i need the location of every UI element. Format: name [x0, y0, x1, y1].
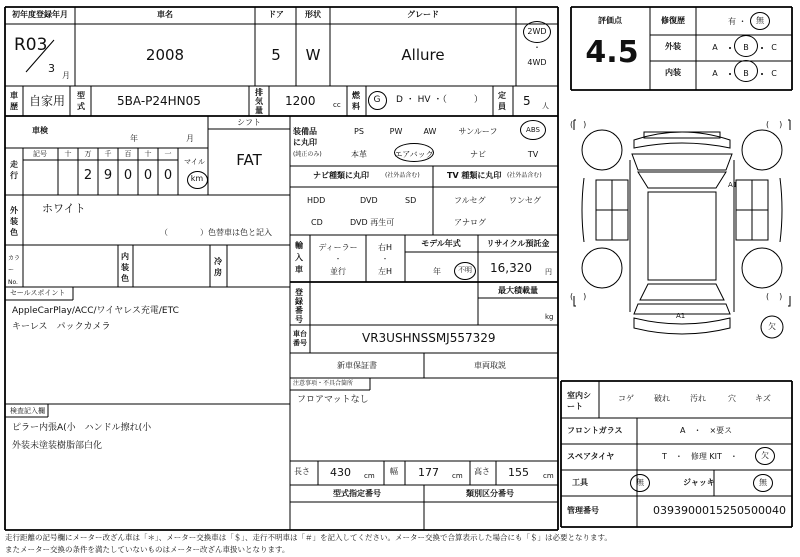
import-right-h: 右H — [377, 243, 393, 252]
reg-month: 3 — [48, 62, 55, 75]
mark-rt: ( ) — [766, 120, 784, 129]
interior-b: B — [743, 69, 749, 78]
interior-label: 内装 — [665, 68, 681, 77]
score-label: 評価点 — [598, 16, 622, 25]
inspector-label: 検査記入欄 — [10, 407, 45, 415]
import-label: 輸入車 — [295, 241, 303, 274]
sales-point-line2: キーレス パックカメラ — [12, 322, 111, 332]
digit-header-5: 一 — [164, 150, 172, 158]
chassis-label: 車台番号 — [293, 330, 307, 347]
damage-a1-side: A1 — [728, 181, 738, 189]
sales-point-label: セールスポイント — [10, 289, 66, 297]
mark-rb: ( ) — [766, 292, 784, 301]
mileage-digit-3: 0 — [143, 168, 153, 183]
height-value: 155 — [508, 466, 529, 479]
digit-header-1: 万 — [84, 150, 92, 158]
kigo-label: 記号 — [33, 150, 47, 158]
navi-sub: (社外品含む) — [385, 172, 420, 179]
seat-yogore: 汚れ — [690, 394, 706, 403]
mileage-digit-4: 0 — [163, 168, 173, 183]
equip-abs: ABS — [526, 126, 540, 134]
repair-options: 有 ・ — [728, 17, 747, 26]
cc-unit: cc — [333, 101, 341, 109]
grade-value: Allure — [401, 46, 445, 64]
equip-navi: ナビ — [470, 150, 486, 159]
reg-year: R03 — [14, 35, 48, 55]
navi-header: ナビ種類に丸印 — [313, 171, 369, 180]
seat-label: 室内シート — [567, 391, 591, 411]
length-cm: cm — [364, 472, 375, 480]
damage-a1-rear: A1 — [676, 312, 686, 320]
width-value: 177 — [418, 466, 439, 479]
inspector-line1: ピラー内張A(小 ハンドル擦れ(小 — [12, 423, 152, 433]
navi-sd: SD — [405, 196, 417, 205]
import-parallel: 並行 — [330, 267, 346, 276]
color-label: 外装色 — [10, 206, 18, 237]
fuel-options: D ・ HV ・（ ） — [396, 95, 483, 105]
first-reg-label: 初年度登録年月 — [12, 10, 68, 19]
mark-lb: ( ) — [570, 292, 588, 301]
warranty-label: 新車保証書 — [337, 361, 377, 370]
car-name-label: 車名 — [157, 10, 173, 19]
recycle-value: 16,320 — [490, 261, 532, 275]
equip-pw: PW — [389, 127, 403, 136]
import-left-h: 左H — [377, 267, 393, 276]
equip-airbag: エアバッグ — [394, 150, 434, 159]
repair-selected: 無 — [756, 16, 764, 25]
tools-selected: 無 — [636, 478, 644, 487]
height-cm: cm — [543, 472, 554, 480]
doors-label: ドア — [268, 10, 284, 19]
shift-label: シフト — [237, 118, 261, 127]
model-year-unknown: 不明 — [458, 266, 472, 274]
fuel-label: 燃料 — [352, 91, 360, 111]
max-load-label: 最大積載量 — [498, 286, 538, 295]
seat-ana: 穴 — [728, 394, 736, 403]
interior-color-label: 内装色 — [121, 252, 129, 283]
interior-a: A — [712, 69, 718, 78]
recycle-label: リサイクル預託金 — [486, 239, 550, 248]
tv-header: TV 種類に丸印 — [447, 171, 502, 180]
equip-leather: 本革 — [351, 150, 367, 159]
digit-header-0: 十 — [64, 150, 72, 158]
registration-label: 登録番号 — [295, 288, 303, 324]
digit-header-3: 百 — [124, 150, 132, 158]
tools-label: 工具 — [572, 478, 588, 487]
equip-sunroof: サンルーフ — [458, 127, 498, 136]
fuel-selected: G — [373, 95, 381, 105]
color-note: （ ）色替車は色と記入 — [160, 228, 272, 237]
spare-label: スペアタイヤ — [567, 452, 615, 461]
use-value: 自家用 — [29, 94, 66, 108]
model-label: 型式 — [77, 91, 85, 111]
grade-label: グレード — [407, 10, 439, 19]
mark-lt: ( ) — [570, 120, 588, 129]
import-dot2: ・ — [381, 255, 389, 263]
interior-c: C — [771, 69, 777, 78]
navi-dvd-play: DVD 再生可 — [350, 218, 395, 227]
height-label: 高さ — [474, 467, 490, 476]
doors-value: 5 — [271, 46, 281, 64]
yen-unit: 円 — [545, 268, 552, 276]
score-value: 4.5 — [585, 35, 639, 70]
manual-label: 車両取説 — [474, 361, 506, 370]
use-label: 車歴 — [10, 91, 18, 111]
import-dealer: ディーラー — [318, 243, 358, 252]
shift-value: FAT — [236, 151, 262, 169]
digit-header-2: 千 — [104, 150, 112, 158]
class-number-label: 類別区分番号 — [466, 489, 514, 498]
navi-cd: CD — [311, 218, 323, 227]
sales-point-line1: AppleCarPlay/ACC/ワイヤレス充電/ETC — [12, 306, 179, 316]
jack-label: ジャッキ — [683, 478, 715, 487]
kg-unit: kg — [545, 313, 554, 321]
spare-options: T ・ 修理 KIT ・ — [662, 452, 738, 461]
tv-fullseg: フルセグ — [454, 196, 486, 205]
drive-4wd: 4WD — [527, 58, 547, 67]
kettsu-mark: 欠 — [768, 322, 776, 331]
person-unit: 人 — [542, 102, 549, 110]
tv-sub: (社外品含む) — [507, 172, 542, 179]
cold-label: 冷房 — [214, 257, 222, 277]
footer-line1: 走行距離の記号欄にメーター改ざん車は「＊」、メーター交換車は「＄」、走行不明車は「＃」を記入してください。メーター交換で合算表示した場合にも「＄」は必要となります。 — [5, 533, 612, 542]
length-label: 長さ — [294, 467, 310, 476]
equipment-sub: (純正のみ) — [293, 151, 322, 158]
drive-dot: ・ — [533, 43, 541, 52]
length-value: 430 — [330, 466, 351, 479]
equip-tv: TV — [527, 150, 539, 159]
notes-label: 注意事項・不具合箇所 — [293, 380, 354, 387]
jack-selected: 無 — [759, 478, 767, 487]
mileage-digit-1: 9 — [103, 168, 113, 183]
exterior-a: A — [712, 43, 718, 52]
km-label: km — [190, 174, 204, 183]
chassis-value: VR3USHNSSMJ557329 — [362, 331, 496, 345]
model-value: 5BA-P24HN05 — [117, 94, 201, 108]
glass-label: フロントガラス — [567, 426, 623, 435]
glass-value: A ・ ×要ス — [680, 426, 733, 435]
mgmt-label: 管理番号 — [567, 506, 599, 515]
navi-hdd: HDD — [307, 196, 326, 205]
digit-header-4: 十 — [144, 150, 152, 158]
exterior-c: C — [771, 43, 777, 52]
shaken-label: 車検 — [32, 126, 48, 135]
tv-oneseg: ワンセグ — [509, 196, 541, 205]
model-year-unit: 年 — [433, 267, 441, 276]
width-cm: cm — [452, 472, 463, 480]
capacity-label: 定員 — [498, 91, 506, 111]
mile-label: マイル — [184, 158, 205, 166]
exterior-label: 外装 — [665, 42, 681, 51]
capacity-value: 5 — [523, 94, 531, 108]
mileage-label: 走行 — [10, 160, 18, 180]
shaken-month: 月 — [186, 134, 194, 143]
notes-value: フロアマットなし — [297, 395, 369, 405]
disp-value: 1200 — [285, 94, 316, 108]
shaken-year: 年 — [130, 134, 138, 143]
car-name: 2008 — [145, 46, 185, 64]
equip-ps: PS — [354, 127, 364, 136]
equip-aw: AW — [423, 127, 437, 136]
seat-koge: コゲ — [618, 394, 634, 403]
type-number-label: 型式指定番号 — [333, 489, 381, 498]
shape-value: W — [305, 46, 321, 64]
tv-analog: アナログ — [454, 218, 486, 227]
import-dot1: ・ — [334, 255, 342, 263]
color-no-label: カラーNo. — [8, 255, 21, 286]
navi-dvd: DVD — [360, 196, 378, 205]
seat-yabure: 破れ — [654, 394, 670, 403]
equipment-label: 装備品に丸印 — [293, 127, 317, 147]
footer-line2: またメーター交換の条件を満たしていないものはメーター改ざん車扱いとなります。 — [5, 545, 290, 554]
car-damage-diagram — [566, 100, 798, 376]
color-value: ホワイト — [42, 202, 86, 215]
mgmt-value: 0393900015250500040 — [653, 504, 786, 517]
reg-month-unit: 月 — [62, 71, 70, 80]
shape-label: 形状 — [305, 10, 321, 19]
width-label: 幅 — [390, 467, 398, 476]
model-year-label: モデル年式 — [421, 239, 461, 248]
repair-label: 修復歴 — [661, 16, 685, 25]
mileage-digit-0: 2 — [83, 168, 93, 183]
disp-label: 排気量 — [255, 88, 263, 115]
inspector-line2: 外装未塗装樹脂部白化 — [12, 441, 103, 451]
mileage-digit-2: 0 — [123, 168, 133, 183]
exterior-b: B — [743, 43, 749, 52]
seat-kizu: キズ — [755, 394, 771, 403]
drive-2wd: 2WD — [527, 27, 547, 36]
spare-selected: 欠 — [761, 451, 769, 460]
